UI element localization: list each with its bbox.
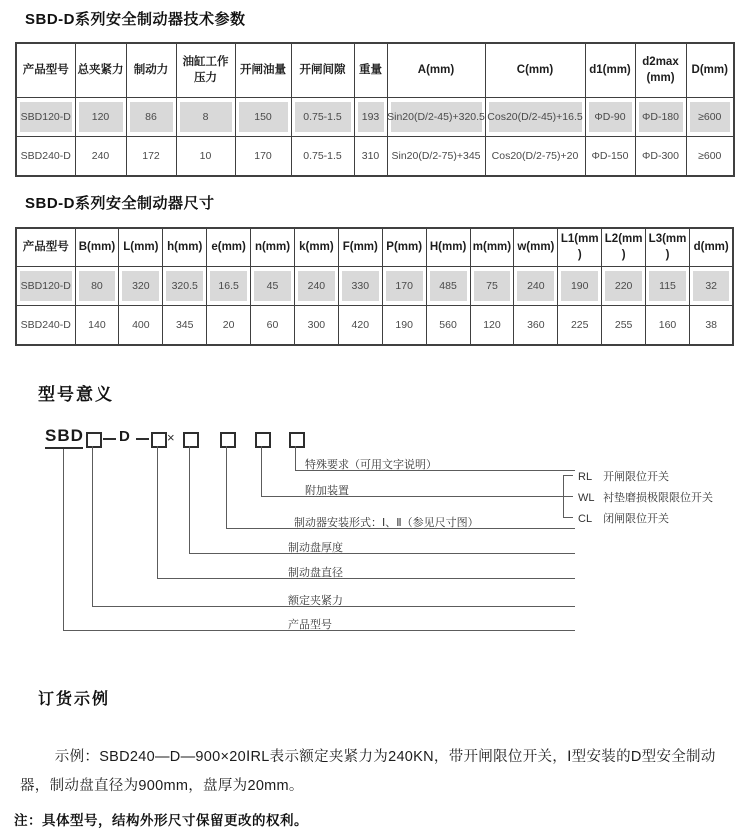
table-cell: 420 [351,319,370,331]
table-cell: 560 [439,319,457,331]
order-example-title: 订货示例 [38,691,111,708]
column-header: L2(mm) [602,228,646,267]
model-letter-d: D [119,428,130,445]
table-cell: Cos20(D/2-45)+16.5 [489,102,582,132]
options-bracket-stub-cl [563,517,573,518]
order-example-text: 示例：SBD240—D—900×20ⅠRL表示额定夹紧力为240KN，带开闸限位开关，Ⅰ型安装的D型安全制动器，制动盘直径为900mm，盘厚为20mm。 [20,748,716,794]
label-rated-clamping-force: 额定夹紧力 [288,595,343,607]
table-cell: 10 [199,150,212,162]
dimensions-table [15,227,734,346]
table-cell: ≥600 [698,150,722,162]
column-header: L3(mm) [646,228,690,267]
table-cell: 320.5 [166,271,203,301]
column-header: 油缸工作压力 [176,43,235,98]
table-cell: 400 [132,319,150,331]
model-code-diagram [0,420,750,665]
switch-code: RL [578,471,593,483]
dash-connector [136,438,149,440]
label-additional-device: 附加装置 [305,485,349,497]
label-disc-diameter: 制动盘直径 [288,567,343,579]
leader-line-thickness [189,446,190,553]
column-header: d1(mm) [585,43,635,98]
model-code-box-addon [255,432,271,448]
table-cell: 16.5 [210,271,247,301]
switch-option-wl [578,489,713,505]
table-cell: 190 [561,271,598,301]
column-header: 产品型号 [16,43,75,98]
switch-option-cl [578,510,669,526]
model-code-box-diameter [151,432,167,448]
leader-line-special [295,446,296,470]
table-cell: 32 [693,271,729,301]
table-cell: ΦD-180 [639,102,683,132]
table-cell: 60 [266,319,279,331]
options-bracket-stub-rl [563,475,573,476]
table-cell: 160 [658,319,677,331]
column-header: 产品型号 [16,228,75,267]
column-header: d2max (mm) [635,43,686,98]
table-cell: 190 [395,319,413,331]
leader-line-mounting [226,446,227,528]
table-cell: SBD120-D [20,271,72,301]
label-product-model: 产品型号 [288,619,332,631]
table-cell: Cos20(D/2-75)+20 [491,150,579,162]
leader-line-product-model [63,449,64,630]
table-cell: 0.75-1.5 [303,150,342,162]
table-cell: 75 [474,271,511,301]
header-row [16,228,733,267]
model-prefix-text: SBD [45,426,84,445]
table-cell: 140 [88,319,106,331]
table-cell: 240 [298,271,335,301]
table-cell: 45 [254,271,291,301]
column-header: d(mm) [689,228,733,267]
table-cell: 255 [614,319,633,331]
column-header: A(mm) [387,43,485,98]
model-meaning-title: 型号意义 [38,385,114,404]
table-cell: SBD120-D [20,102,72,132]
column-header: C(mm) [485,43,585,98]
switch-label: 衬垫磨损极限限位开关 [603,492,714,504]
column-header: 制动力 [126,43,176,98]
column-header: w(mm) [514,228,558,267]
table-cell: 345 [175,319,194,331]
column-header: L(mm) [119,228,163,267]
leader-line-addon [261,446,262,496]
table-cell: 38 [705,319,717,331]
table-cell: 170 [386,271,423,301]
label-special-requirement: 特殊要求（可用文字说明） [305,459,437,471]
label-disc-thickness: 制动盘厚度 [288,542,343,554]
column-header: P(mm) [382,228,426,267]
label-mounting-type: 制动器安装形式：Ⅰ、Ⅱ（参见尺寸图） [294,517,479,529]
table-cell: 115 [649,271,686,301]
prefix-underline [45,447,83,449]
leader-line-clamping [92,446,93,606]
table-cell: SBD240-D [20,319,71,331]
table-cell: 300 [307,319,326,331]
table-row [16,306,733,346]
table-cell: 120 [79,102,123,132]
column-header: 重量 [354,43,387,98]
column-header: B(mm) [75,228,119,267]
table-cell: ≥600 [690,102,731,132]
switch-option-rl [578,468,669,484]
switch-code: WL [578,492,595,504]
table-cell: 86 [130,102,173,132]
table-row [16,98,734,137]
options-bracket-stub-wl [563,496,573,497]
times-sign: × [167,430,175,445]
model-code-box-clamping [86,432,102,448]
table-cell: 240 [517,271,554,301]
dimensions-title: SBD-D系列安全制动器尺寸 [25,195,215,212]
table-cell: 80 [79,271,116,301]
tech-params-table [15,42,735,177]
table-cell: 170 [254,150,272,162]
table-cell: ΦD-300 [642,150,679,162]
column-header: n(mm) [251,228,295,267]
table-cell: 0.75-1.5 [295,102,351,132]
dash-connector [103,438,116,440]
column-header: m(mm) [470,228,514,267]
table-cell: 360 [527,319,545,331]
table-cell: 320 [122,271,159,301]
leader-line-thickness-h [189,553,575,554]
table-row [16,137,734,177]
table-cell: Sin20(D/2-45)+320.5 [391,102,482,132]
table-cell: 120 [483,319,501,331]
switch-label: 闭闸限位开关 [603,513,670,525]
note-text: 注：具体型号，结构外形尺寸保留更改的权利。 [14,812,308,828]
table-cell: 8 [180,102,232,132]
column-header: H(mm) [426,228,470,267]
table-cell: SBD240-D [20,150,71,162]
table-cell: ΦD-90 [589,102,632,132]
column-header: L1(mm) [558,228,602,267]
column-header: F(mm) [338,228,382,267]
column-header: e(mm) [207,228,251,267]
column-header: 开闸油量 [235,43,291,98]
table-cell: Sin20(D/2-75)+345 [391,150,481,162]
table-cell: 193 [358,102,384,132]
switch-code: CL [578,513,593,525]
header-row [16,43,734,98]
table-cell: ΦD-150 [591,150,629,162]
tech-params-title: SBD-D系列安全制动器技术参数 [25,11,246,28]
table-cell: 485 [430,271,467,301]
table-cell: 220 [605,271,642,301]
table-cell: 150 [239,102,288,132]
switch-label: 开闸限位开关 [603,471,670,483]
table-cell: 310 [361,150,380,162]
column-header: D(mm) [686,43,734,98]
table-row [16,267,733,306]
table-cell: 330 [342,271,379,301]
column-header: 总夹紧力 [75,43,126,98]
model-code-box-mounting [220,432,236,448]
column-header: k(mm) [294,228,338,267]
table-cell: 225 [570,319,589,331]
table-cell: 240 [91,150,110,162]
column-header: h(mm) [163,228,207,267]
table-cell: 20 [222,319,235,331]
model-code-box-special [289,432,305,448]
column-header: 开闸间隙 [291,43,354,98]
table-cell: 172 [142,150,160,162]
model-code-box-thickness [183,432,199,448]
leader-line-diameter [157,446,158,578]
leader-line-diameter-h [157,578,575,579]
